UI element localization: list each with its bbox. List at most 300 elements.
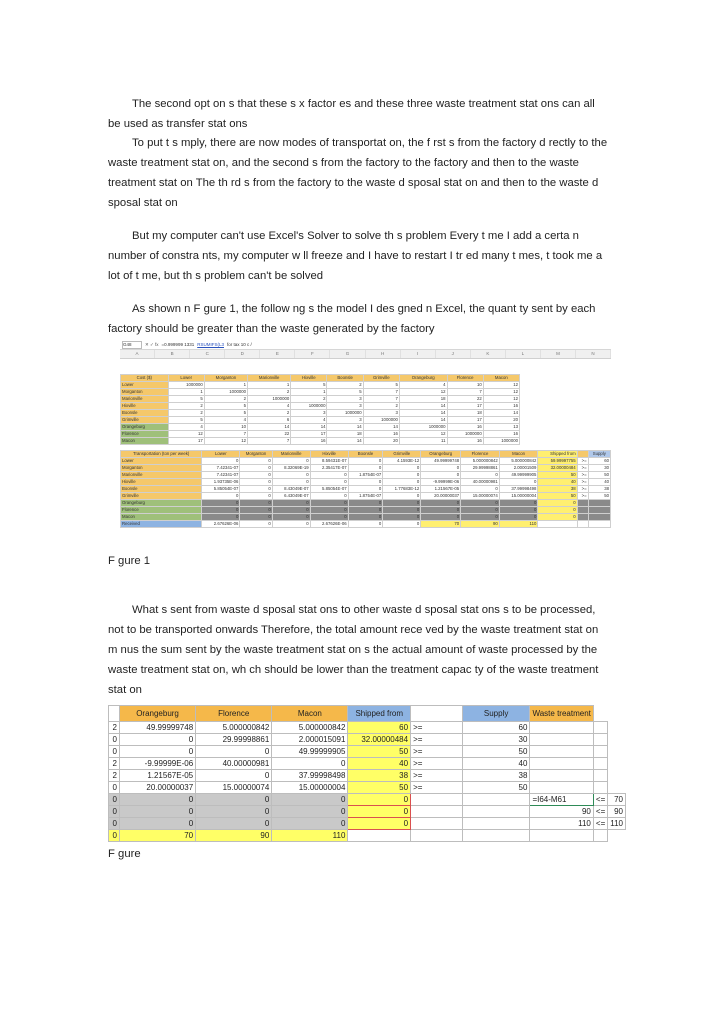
cell[interactable]: 4: [399, 382, 447, 389]
row-label-cell[interactable]: Grimville: [121, 417, 169, 424]
cell[interactable]: 16: [291, 438, 327, 445]
cell[interactable]: 15.00000004: [272, 782, 348, 794]
cell[interactable]: =I64-M61: [530, 794, 593, 806]
cell[interactable]: 0: [196, 818, 272, 830]
cell[interactable]: 6.43049E-07: [272, 493, 310, 500]
cell[interactable]: 1000000: [248, 396, 291, 403]
cell[interactable]: 4: [248, 403, 291, 410]
row-index-cell[interactable]: 2: [109, 722, 120, 734]
cell[interactable]: 0: [240, 472, 272, 479]
cell[interactable]: 0: [272, 472, 310, 479]
column-letter[interactable]: M: [541, 350, 576, 358]
cell[interactable]: 14: [399, 403, 447, 410]
row-index-cell[interactable]: 2: [109, 758, 120, 770]
cell[interactable]: 0: [240, 458, 272, 465]
cell[interactable]: 0: [240, 521, 272, 528]
cell[interactable]: 0: [383, 521, 421, 528]
cell[interactable]: 0: [348, 818, 411, 830]
cell[interactable]: 2: [168, 410, 204, 417]
column-letter[interactable]: D: [225, 350, 260, 358]
row-label-cell[interactable]: Hixville: [121, 403, 169, 410]
cell[interactable]: 16: [363, 431, 399, 438]
cell[interactable]: 0: [383, 500, 421, 507]
cell[interactable]: 20.00000037: [119, 782, 195, 794]
header-cell[interactable]: Marionville: [248, 375, 291, 382]
cell[interactable]: 0: [461, 500, 500, 507]
cell[interactable]: 0: [348, 465, 383, 472]
cell[interactable]: 32.00000484: [538, 465, 577, 472]
header-cell[interactable]: Lower: [168, 375, 204, 382]
cell[interactable]: 1000000: [291, 403, 327, 410]
header-cell[interactable]: Orangeburg: [421, 451, 461, 458]
cell[interactable]: 0: [119, 806, 195, 818]
cell[interactable]: 38: [538, 486, 577, 493]
cell[interactable]: >=: [577, 458, 588, 465]
cell[interactable]: 14: [483, 410, 519, 417]
cell[interactable]: 0: [310, 493, 348, 500]
cell[interactable]: 2.000015091: [272, 734, 348, 746]
header-cell[interactable]: Shipped from: [538, 451, 577, 458]
cell[interactable]: 40: [538, 479, 577, 486]
row-label-cell[interactable]: Boonsle: [121, 486, 202, 493]
cell[interactable]: [462, 806, 530, 818]
cell[interactable]: 0: [240, 486, 272, 493]
cell[interactable]: 1: [291, 389, 327, 396]
cell[interactable]: 0: [383, 493, 421, 500]
cell[interactable]: 90: [530, 806, 593, 818]
header-cell[interactable]: Macon: [272, 706, 348, 722]
header-cell[interactable]: Transportation (ton per week): [121, 451, 202, 458]
cell[interactable]: 1.8754E-07: [348, 472, 383, 479]
cell[interactable]: 40.00000981: [196, 758, 272, 770]
cell[interactable]: [593, 758, 607, 770]
cell[interactable]: 5: [204, 403, 247, 410]
header-cell[interactable]: Macon: [499, 451, 538, 458]
cell[interactable]: 3: [291, 410, 327, 417]
cell[interactable]: 0: [461, 486, 500, 493]
cell[interactable]: 29.99998861: [461, 465, 500, 472]
cell[interactable]: 20: [483, 417, 519, 424]
cell[interactable]: 0: [538, 507, 577, 514]
header-cell[interactable]: Florence: [196, 706, 272, 722]
cell[interactable]: [593, 770, 607, 782]
cell[interactable]: -9.99999E-06: [421, 479, 461, 486]
cell[interactable]: 0: [383, 465, 421, 472]
cell[interactable]: 12: [483, 389, 519, 396]
cell[interactable]: 2: [327, 382, 363, 389]
cell[interactable]: 1: [168, 389, 204, 396]
cell[interactable]: 30: [588, 465, 610, 472]
cell[interactable]: 12: [483, 382, 519, 389]
cell[interactable]: >=: [411, 734, 463, 746]
cell[interactable]: 18: [327, 431, 363, 438]
cell[interactable]: 22: [447, 396, 483, 403]
cell[interactable]: 14: [248, 424, 291, 431]
header-cell[interactable]: [577, 451, 588, 458]
formula-value[interactable]: =0.999999 1331: [161, 342, 195, 347]
cell[interactable]: 1000000: [447, 431, 483, 438]
header-cell[interactable]: Supply: [462, 706, 530, 722]
cell[interactable]: 0: [421, 465, 461, 472]
cell[interactable]: 1000000: [483, 438, 519, 445]
cell[interactable]: 20.00000037: [421, 493, 461, 500]
cell[interactable]: >=: [411, 746, 463, 758]
cell[interactable]: 1000000: [204, 389, 247, 396]
cell[interactable]: [593, 830, 607, 842]
cell[interactable]: 7: [447, 389, 483, 396]
cell[interactable]: 18: [399, 396, 447, 403]
cell[interactable]: [348, 830, 411, 842]
cell[interactable]: 4.1593E-12: [383, 458, 421, 465]
cell[interactable]: 0: [383, 479, 421, 486]
cell[interactable]: 16: [447, 438, 483, 445]
cell[interactable]: 5: [168, 396, 204, 403]
cell[interactable]: 4: [291, 417, 327, 424]
header-cell[interactable]: Grimville: [383, 451, 421, 458]
cell[interactable]: 16: [483, 403, 519, 410]
cell[interactable]: 5.000000842: [499, 458, 538, 465]
cell[interactable]: 110: [608, 818, 626, 830]
cell[interactable]: 110: [530, 818, 593, 830]
header-cell[interactable]: Supply: [588, 451, 610, 458]
cell[interactable]: 0: [538, 500, 577, 507]
cell[interactable]: 18: [447, 410, 483, 417]
cell[interactable]: [411, 818, 463, 830]
cell[interactable]: >=: [411, 758, 463, 770]
cell[interactable]: 49.99999748: [421, 458, 461, 465]
cell[interactable]: [411, 830, 463, 842]
column-letter[interactable]: B: [155, 350, 190, 358]
cell[interactable]: >=: [411, 722, 463, 734]
cell[interactable]: 0: [499, 507, 538, 514]
cell[interactable]: 30: [462, 734, 530, 746]
cell[interactable]: 90: [461, 521, 500, 528]
cell[interactable]: 0: [202, 507, 240, 514]
row-index-cell[interactable]: 0: [109, 830, 120, 842]
cell[interactable]: [577, 500, 588, 507]
cell[interactable]: -9.99999E-06: [119, 758, 195, 770]
header-cell[interactable]: Florence: [447, 375, 483, 382]
cell[interactable]: 8.59431E-07: [310, 458, 348, 465]
cell[interactable]: 3: [327, 417, 363, 424]
cell[interactable]: 2: [291, 396, 327, 403]
cell[interactable]: 40.00000981: [461, 479, 500, 486]
cell[interactable]: 8.32069E-19: [272, 465, 310, 472]
cell[interactable]: [588, 521, 610, 528]
cell[interactable]: 29.99998861: [196, 734, 272, 746]
cell[interactable]: 5.000000842: [272, 722, 348, 734]
cell[interactable]: 0: [272, 479, 310, 486]
cell[interactable]: 0: [202, 458, 240, 465]
cell[interactable]: 12: [399, 431, 447, 438]
cell[interactable]: >=: [411, 770, 463, 782]
cell[interactable]: 0: [272, 758, 348, 770]
cell[interactable]: 59.99997755: [538, 458, 577, 465]
column-letter[interactable]: E: [260, 350, 295, 358]
cell[interactable]: 4: [204, 417, 247, 424]
cell[interactable]: 0: [310, 500, 348, 507]
cell[interactable]: 16: [447, 424, 483, 431]
row-index-cell[interactable]: 0: [109, 806, 120, 818]
cell[interactable]: 1000000: [327, 410, 363, 417]
cell[interactable]: 13: [483, 424, 519, 431]
cell[interactable]: 12: [168, 431, 204, 438]
cell[interactable]: 14: [363, 424, 399, 431]
cell[interactable]: 0: [499, 479, 538, 486]
cell[interactable]: 0: [310, 472, 348, 479]
row-label-cell[interactable]: Macon: [121, 514, 202, 521]
cell[interactable]: 20: [363, 438, 399, 445]
cell[interactable]: 49.99999905: [272, 746, 348, 758]
cell[interactable]: 0: [310, 507, 348, 514]
cell[interactable]: 0: [196, 770, 272, 782]
cell[interactable]: 50: [348, 746, 411, 758]
row-label-cell[interactable]: Macon: [121, 438, 169, 445]
cell[interactable]: 60: [588, 458, 610, 465]
cell[interactable]: 14: [291, 424, 327, 431]
cell[interactable]: 0: [240, 493, 272, 500]
cell[interactable]: 5.85054E-07: [310, 486, 348, 493]
header-cell[interactable]: Waste treatment: [530, 706, 593, 722]
cell[interactable]: 22: [248, 431, 291, 438]
cell[interactable]: >=: [577, 486, 588, 493]
cell[interactable]: [530, 782, 593, 794]
column-letter[interactable]: F: [295, 350, 330, 358]
cell[interactable]: 0: [383, 514, 421, 521]
header-cell[interactable]: Shipped from: [348, 706, 411, 722]
row-label-cell[interactable]: Received: [121, 521, 202, 528]
header-cell[interactable]: Marionville: [272, 451, 310, 458]
column-letter[interactable]: C: [190, 350, 225, 358]
row-index-cell[interactable]: 0: [109, 734, 120, 746]
cell[interactable]: [530, 830, 593, 842]
cell[interactable]: 12: [399, 389, 447, 396]
cell[interactable]: 0: [383, 472, 421, 479]
cell[interactable]: 12: [483, 396, 519, 403]
cell[interactable]: 0: [383, 507, 421, 514]
cell[interactable]: 5: [291, 382, 327, 389]
cell[interactable]: 0: [119, 794, 195, 806]
cell[interactable]: 14: [327, 438, 363, 445]
row-label-cell[interactable]: Boonsle: [121, 410, 169, 417]
cell[interactable]: 0: [348, 458, 383, 465]
cell[interactable]: 8.43049E-07: [272, 486, 310, 493]
cell[interactable]: 1: [204, 382, 247, 389]
cell[interactable]: 0: [272, 818, 348, 830]
cell[interactable]: [577, 507, 588, 514]
cell[interactable]: 50: [348, 782, 411, 794]
cell[interactable]: [530, 746, 593, 758]
cell[interactable]: 1: [248, 382, 291, 389]
cell[interactable]: 15.00000004: [499, 493, 538, 500]
cell[interactable]: 0: [119, 818, 195, 830]
cell[interactable]: 0: [348, 500, 383, 507]
row-label-cell[interactable]: Morganton: [121, 389, 169, 396]
column-letter[interactable]: H: [366, 350, 401, 358]
cell[interactable]: 1.8754E-07: [348, 493, 383, 500]
row-index-cell[interactable]: 0: [109, 782, 120, 794]
cell[interactable]: [588, 507, 610, 514]
cell[interactable]: 110: [499, 521, 538, 528]
row-label-cell[interactable]: Lower: [121, 458, 202, 465]
cell[interactable]: 38: [462, 770, 530, 782]
row-label-cell[interactable]: Lower: [121, 382, 169, 389]
cell[interactable]: 0: [202, 514, 240, 521]
cell[interactable]: 0: [421, 514, 461, 521]
cell[interactable]: [530, 758, 593, 770]
row-index-cell[interactable]: 0: [109, 794, 120, 806]
cell[interactable]: 17: [447, 417, 483, 424]
cell[interactable]: [593, 722, 607, 734]
column-letter[interactable]: I: [401, 350, 436, 358]
cell[interactable]: 0: [538, 514, 577, 521]
cell[interactable]: 1.21567E-05: [421, 486, 461, 493]
header-cell[interactable]: Cost ($): [121, 375, 169, 382]
cell[interactable]: 70: [608, 794, 626, 806]
cell[interactable]: >=: [577, 493, 588, 500]
cell[interactable]: 5.85054E-07: [202, 486, 240, 493]
cell[interactable]: [411, 806, 463, 818]
row-label-cell[interactable]: Marionville: [121, 472, 202, 479]
cell[interactable]: >=: [577, 479, 588, 486]
row-label-cell[interactable]: Marionville: [121, 396, 169, 403]
header-cell[interactable]: Morganton: [204, 375, 247, 382]
header-cell[interactable]: Boonsle: [348, 451, 383, 458]
cell[interactable]: [593, 746, 607, 758]
header-cell[interactable]: Florence: [461, 451, 500, 458]
cell[interactable]: 0: [348, 521, 383, 528]
header-cell[interactable]: Lower: [202, 451, 240, 458]
cell[interactable]: 2: [204, 396, 247, 403]
cell[interactable]: 1.21567E-05: [119, 770, 195, 782]
cell[interactable]: 5.000000842: [461, 458, 500, 465]
cell[interactable]: 0: [499, 514, 538, 521]
cell[interactable]: 40: [348, 758, 411, 770]
cell[interactable]: 0: [272, 514, 310, 521]
cell[interactable]: 0: [348, 514, 383, 521]
cell[interactable]: 17: [291, 431, 327, 438]
cell[interactable]: 1000000: [399, 424, 447, 431]
cell[interactable]: >=: [577, 472, 588, 479]
cell[interactable]: [462, 818, 530, 830]
cell[interactable]: 0: [461, 472, 500, 479]
cell[interactable]: >=: [411, 782, 463, 794]
cell[interactable]: 0: [119, 746, 195, 758]
cell[interactable]: 0: [240, 465, 272, 472]
cell[interactable]: 49.99999748: [119, 722, 195, 734]
header-cell[interactable]: Macon: [483, 375, 519, 382]
cell[interactable]: 14: [399, 417, 447, 424]
cell[interactable]: 0: [461, 514, 500, 521]
row-label-cell[interactable]: Florence: [121, 431, 169, 438]
cell[interactable]: 0: [272, 806, 348, 818]
cell[interactable]: 17: [447, 403, 483, 410]
cell[interactable]: 0: [119, 734, 195, 746]
cell[interactable]: 0: [310, 514, 348, 521]
header-cell[interactable]: Morganton: [240, 451, 272, 458]
cell[interactable]: [588, 514, 610, 521]
cell[interactable]: 1.93735E-06: [202, 479, 240, 486]
cell[interactable]: 0: [202, 493, 240, 500]
cell[interactable]: 0: [272, 507, 310, 514]
cell[interactable]: 60: [348, 722, 411, 734]
cell[interactable]: 7.42341-07: [202, 465, 240, 472]
cell[interactable]: 40: [588, 479, 610, 486]
cell[interactable]: 2: [248, 389, 291, 396]
cell[interactable]: 2.67626E-06: [310, 521, 348, 528]
header-cell[interactable]: Grimville: [363, 375, 399, 382]
cell[interactable]: 110: [272, 830, 348, 842]
cell[interactable]: [577, 521, 588, 528]
cell[interactable]: 1000000: [168, 382, 204, 389]
cell[interactable]: 38: [588, 486, 610, 493]
cell[interactable]: 7.42341-07: [202, 472, 240, 479]
cell[interactable]: 90: [196, 830, 272, 842]
header-cell[interactable]: Orangeburg: [119, 706, 195, 722]
cell[interactable]: 0: [348, 486, 383, 493]
cell[interactable]: 14: [327, 424, 363, 431]
cell[interactable]: 0: [196, 806, 272, 818]
cell[interactable]: 0: [272, 521, 310, 528]
cell[interactable]: 0: [421, 472, 461, 479]
cell[interactable]: [530, 770, 593, 782]
cell[interactable]: 0: [421, 500, 461, 507]
cell[interactable]: 2: [168, 403, 204, 410]
cell[interactable]: <=: [593, 818, 607, 830]
cell[interactable]: [577, 514, 588, 521]
cell[interactable]: [593, 782, 607, 794]
cell[interactable]: 6: [248, 417, 291, 424]
cell[interactable]: 5: [204, 410, 247, 417]
cell[interactable]: 17: [168, 438, 204, 445]
cell[interactable]: 3: [363, 410, 399, 417]
cell[interactable]: 7: [204, 431, 247, 438]
cell[interactable]: [462, 794, 530, 806]
cell[interactable]: 49.99999905: [499, 472, 538, 479]
cell[interactable]: 16: [483, 431, 519, 438]
cell[interactable]: <=: [593, 794, 607, 806]
cell[interactable]: 2: [363, 403, 399, 410]
cell[interactable]: 90: [608, 806, 626, 818]
row-label-cell[interactable]: Morganton: [121, 465, 202, 472]
cell[interactable]: 50: [462, 746, 530, 758]
cell[interactable]: 37.99998498: [499, 486, 538, 493]
column-letter[interactable]: G: [330, 350, 365, 358]
cell[interactable]: 12: [204, 438, 247, 445]
cell[interactable]: 0: [196, 794, 272, 806]
cell[interactable]: 37.99998498: [272, 770, 348, 782]
header-cell[interactable]: Hixville: [291, 375, 327, 382]
cell[interactable]: 5.000000842: [196, 722, 272, 734]
cell[interactable]: 0: [272, 794, 348, 806]
row-label-cell[interactable]: Hixville: [121, 479, 202, 486]
header-cell[interactable]: Boonsle: [327, 375, 363, 382]
header-cell[interactable]: Hixville: [310, 451, 348, 458]
cell[interactable]: 5: [363, 382, 399, 389]
row-label-cell[interactable]: Orangeburg: [121, 424, 169, 431]
cell[interactable]: 0: [348, 794, 411, 806]
cell[interactable]: 0: [240, 500, 272, 507]
cell[interactable]: 0: [240, 514, 272, 521]
cell[interactable]: 50: [538, 472, 577, 479]
cell[interactable]: 1.77683E-12: [383, 486, 421, 493]
cell[interactable]: 50: [588, 472, 610, 479]
cell[interactable]: 2: [248, 410, 291, 417]
cell[interactable]: 10: [447, 382, 483, 389]
column-letter[interactable]: N: [576, 350, 611, 358]
row-index-cell[interactable]: 0: [109, 818, 120, 830]
cell[interactable]: [411, 794, 463, 806]
